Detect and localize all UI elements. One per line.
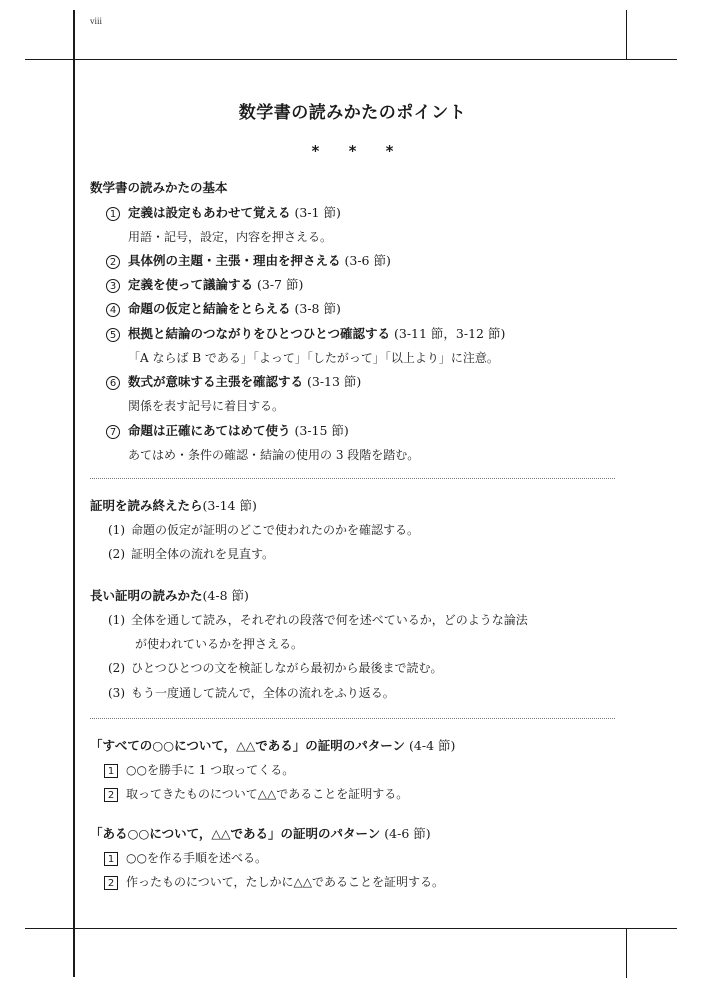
boxed-number: 2 [104,876,118,890]
star: * [348,142,357,160]
section1-heading: 数学書の読みかたの基本 [90,180,228,195]
crop-mark-top-left-vertical [73,10,75,977]
page-title: 数学書の読みかたのポイント [238,103,467,123]
list-item: 7 命題は正確にあてはめて使う (3-15 節) [106,423,349,439]
page-number: viii [90,16,103,26]
list-item: (1) 全体を通して読み，それぞれの段落で何を述べているか，どのような論法 [108,613,528,627]
circled-number: 5 [106,328,120,342]
crop-mark-top-horizontal [25,59,677,60]
item-note: 関係を表す記号に着目する。 [128,399,285,413]
list-item: 5 根拠と結論のつながりをひとつひとつ確認する (3-11 節，3-12 節) [106,326,505,342]
section3-heading: 長い証明の読みかた(4-8 節) [90,588,249,603]
list-item: 6 数式が意味する主張を確認する (3-13 節) [106,374,361,390]
crop-mark-bottom-right-vertical [626,928,627,978]
circled-number: 4 [106,303,120,317]
list-item: 1 定義は設定もあわせて覚える (3-1 節) [106,205,341,221]
section-separator-stars [90,142,615,160]
list-item: (3) もう一度通して読んで，全体の流れをふり返る。 [108,686,395,700]
item-note: 用語・記号，設定，内容を押さえる。 [128,230,333,244]
circled-number: 3 [106,279,120,293]
list-item: (2) 証明全体の流れを見直す。 [108,547,275,561]
list-item: (2) ひとつひとつの文を検証しながら最初から最後まで読む。 [108,661,443,675]
list-item: 2 作ったものについて，たしかに△△であることを証明する。 [104,874,444,890]
list-item: 2 具体例の主題・主張・理由を押さえる (3-6 節) [106,253,391,269]
dotted-divider [90,478,615,479]
boxed-number: 1 [104,764,118,778]
list-item: (1) 命題の仮定が証明のどこで使われたのかを確認する。 [108,523,420,537]
circled-number: 7 [106,425,120,439]
item-note: あてはめ・条件の確認・結論の使用の 3 段階を踏む。 [128,448,420,462]
circled-number: 6 [106,376,120,390]
list-item: 3 定義を使って議論する (3-7 節) [106,277,303,293]
boxed-number: 1 [104,852,118,866]
section2-heading: 証明を読み終えたら(3-14 節) [90,498,257,513]
item-note: 「A ならば B である」「よって」「したがって」「以上より」に注意。 [128,351,499,365]
list-item: 1 ○○を作る手順を述べる。 [104,850,267,866]
list-item: 1 ○○を勝手に 1 つ取ってくる。 [104,762,294,778]
star: * [311,142,320,160]
boxed-number: 2 [104,788,118,802]
crop-mark-top-right-vertical [626,10,627,60]
item-continuation: が使われているかを押さえる。 [135,637,304,651]
star: * [385,142,394,160]
circled-number: 2 [106,255,120,269]
list-item: 2 取ってきたものについて△△であることを証明する。 [104,786,408,802]
dotted-divider [90,718,615,719]
section4-heading: 「すべての○○について，△△である」の証明のパターン (4-4 節) [90,738,456,753]
circled-number: 1 [106,207,120,221]
list-item: 4 命題の仮定と結論をとらえる (3-8 節) [106,301,341,317]
section5-heading: 「ある○○について，△△である」の証明のパターン (4-6 節) [90,826,431,841]
crop-mark-bottom-horizontal [25,928,677,929]
